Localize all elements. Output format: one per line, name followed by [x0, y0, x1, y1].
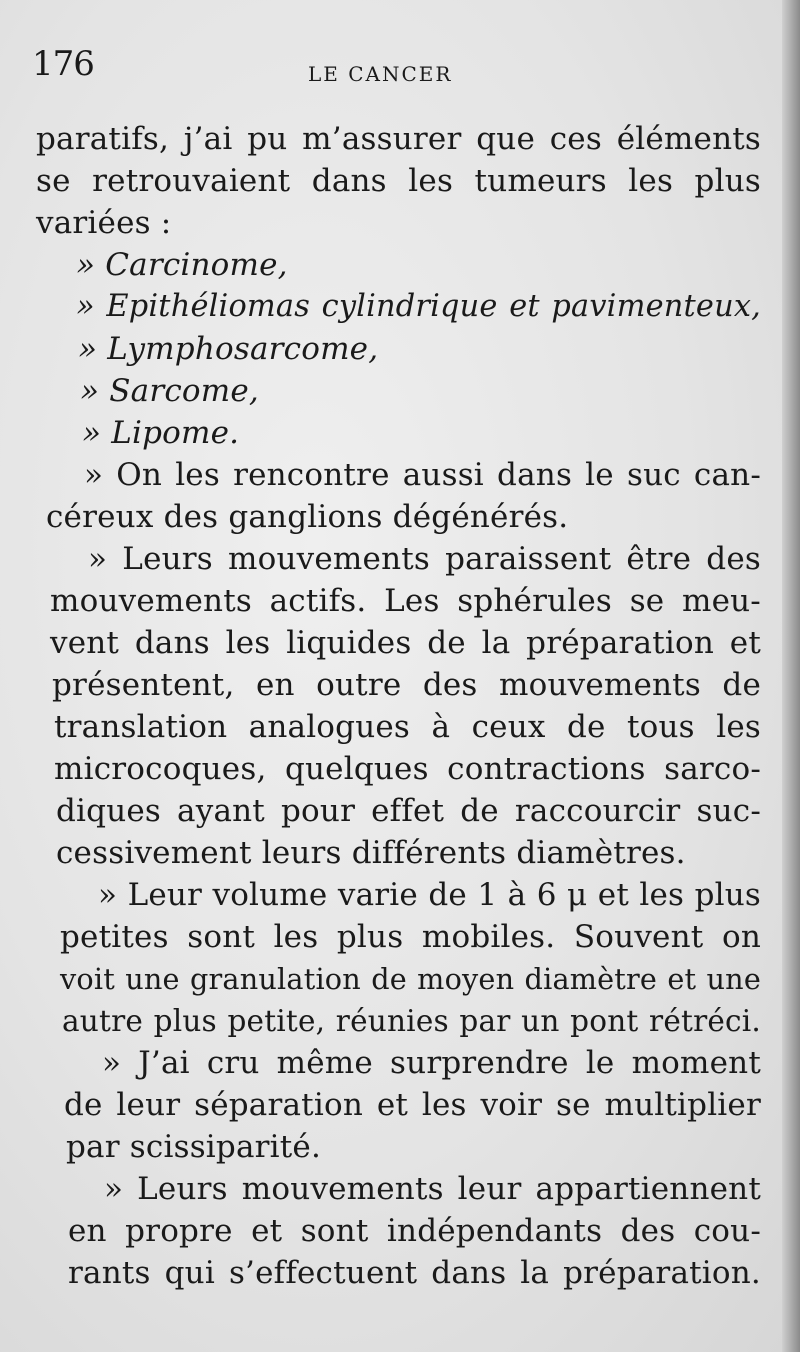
text-line: voit une granulation de moyen diamètre et une	[60, 962, 761, 996]
text-line: » On les rencontre aussi dans le suc can-	[84, 457, 761, 493]
text-line: variées :	[36, 205, 172, 241]
text-line: céreux des ganglions dégénérés.	[46, 499, 569, 535]
text-line: petites sont les plus mobiles. Souvent on	[60, 919, 761, 955]
text-line: » Lipome.	[82, 415, 240, 451]
text-line: en propre et sont indépendants des cou-	[68, 1213, 761, 1249]
page-edge-shadow	[782, 0, 800, 1352]
text-line: paratifs, j’ai pu m’assurer que ces éléments	[36, 121, 761, 157]
text-line: cessivement leurs différents diamètres.	[56, 835, 686, 871]
text-line: se retrouvaient dans les tumeurs les plus	[36, 163, 761, 199]
page-number: 176	[32, 44, 94, 84]
body-text	[36, 118, 761, 1294]
text-line: microcoques, quelques contractions sarco-	[54, 751, 761, 787]
text-line: » Carcinome,	[76, 247, 288, 283]
running-title: LE CANCER	[308, 62, 453, 86]
text-line: » Leurs mouvements leur appartiennent	[104, 1171, 761, 1207]
text-line: » Sarcome,	[80, 373, 259, 409]
text-line: diques ayant pour effet de raccourcir suc-	[56, 793, 761, 829]
text-line: » Epithéliomas cylindrique et pavimenteux,	[76, 289, 761, 324]
text-line: rants qui s’effectuent dans la préparation.	[68, 1255, 761, 1291]
text-line: » J’ai cru même surprendre le moment	[102, 1045, 761, 1081]
text-line: » Leurs mouvements paraissent être des	[88, 541, 761, 577]
text-line: autre plus petite, réunies par un pont rétréci.	[62, 1004, 761, 1038]
text-line: translation analogues à ceux de tous les	[54, 709, 761, 745]
text-line: par scissiparité.	[66, 1129, 322, 1165]
text-line: » Lymphosarcome,	[78, 331, 379, 367]
text-line: présentent, en outre des mouvements de	[52, 667, 761, 703]
text-line: » Leur volume varie de 1 à 6 μ et les plus	[98, 877, 761, 913]
text-line: de leur séparation et les voir se multiplier	[64, 1087, 761, 1123]
text-line: mouvements actifs. Les sphérules se meu-	[50, 583, 761, 619]
text-line: vent dans les liquides de la préparation et	[50, 625, 761, 661]
